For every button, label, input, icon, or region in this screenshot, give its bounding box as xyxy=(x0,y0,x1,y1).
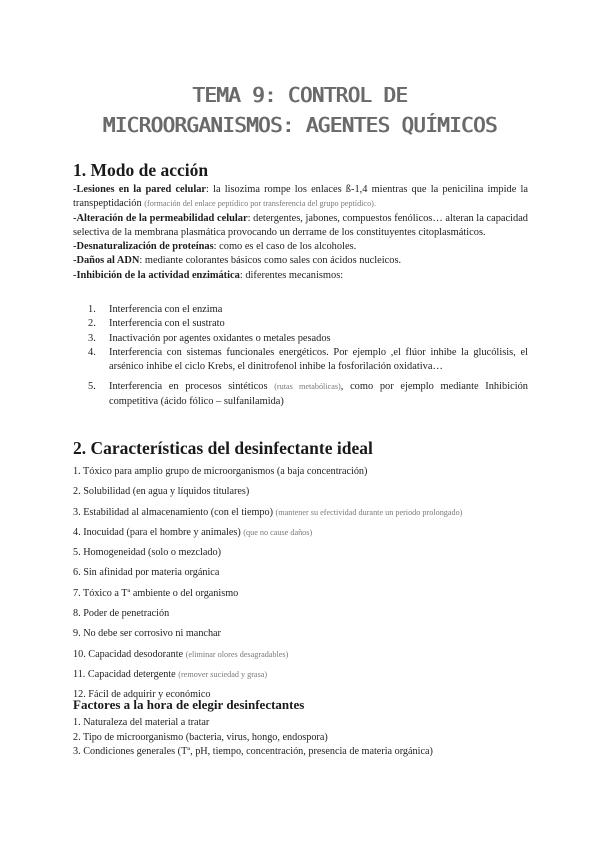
list-item xyxy=(73,607,528,620)
list-item xyxy=(88,317,528,331)
section-3-heading: Factores a la hora de elegir desinfectantes xyxy=(73,697,305,712)
list-item-note: (que no cause daños) xyxy=(243,527,313,537)
ideal-properties-list xyxy=(73,465,528,709)
list-item xyxy=(73,526,528,539)
section-1-body xyxy=(73,183,528,283)
list-item-number: 3. xyxy=(88,332,96,344)
list-item-text: 7. Tóxico a Tª ambiente o del organismo xyxy=(73,587,239,599)
list-item: 2. Tipo de microorganismo (bacteria, virus, hongo, endospora) xyxy=(73,731,328,743)
list-item-note: (rutas metabólicas) xyxy=(274,382,341,392)
list-item xyxy=(73,587,528,600)
list-item-text: 8. Poder de penetración xyxy=(73,608,170,620)
text-permeability: : detergentes, jabones, compuestos fenólicos… alteran la capacidad selectiva de la membrana plasmática provocando un derrame de los constituyentes citoplasmáticos. xyxy=(73,212,528,238)
section-1-heading: 1. Modo de acción xyxy=(73,160,209,180)
list-item xyxy=(88,332,528,346)
note-cell-wall: (formación del enlace peptídico por transferencia del grupo peptídico). xyxy=(144,199,376,209)
label-enzyme-inhibition: -Inhibición de la actividad enzimática xyxy=(73,269,240,281)
label-permeability: -Alteración de la permeabilidad celular xyxy=(73,212,248,224)
paragraph-protein-denaturation xyxy=(73,240,528,254)
list-item-number: 2. xyxy=(88,318,96,330)
list-item-note: (mantener su efectividad durante un periodo prolongado) xyxy=(275,507,463,517)
list-item xyxy=(73,546,528,559)
list-item xyxy=(88,380,528,409)
list-item: 3. Condiciones generales (Tª, pH, tiempo, concentración, presencia de materia orgánica) xyxy=(73,746,433,758)
title-line-2: MICROORGANISMOS: AGENTES QUÍMICOS xyxy=(102,113,498,137)
paragraph-enzyme-inhibition xyxy=(73,269,528,283)
list-item-text-continued: , como por ejemplo mediante Inhibición competitiva (ácido fólico – sulfanilamida) xyxy=(109,381,528,407)
label-cell-wall: -Lesiones en la pared celular xyxy=(73,184,207,195)
list-item-text: 12. Fácil de adquirir y económico xyxy=(73,689,211,701)
title-line-1: TEMA 9: CONTROL DE xyxy=(192,83,408,107)
label-protein-denaturation: -Desnaturalización de proteínas xyxy=(73,241,214,253)
list-item-number: 4. xyxy=(88,346,96,358)
list-item-number: 5. xyxy=(88,381,96,393)
section-2-heading: 2. Características del desinfectante ideal xyxy=(73,438,373,458)
paragraph-cell-wall xyxy=(73,183,528,212)
list-item xyxy=(73,566,528,579)
list-item: 1. Naturaleza del material a tratar xyxy=(73,717,210,728)
list-item xyxy=(73,627,528,640)
list-item xyxy=(88,303,528,317)
text-protein-denaturation: : como es el caso de los alcoholes. xyxy=(213,241,357,253)
list-item-text: 2. Solubilidad (en agua y líquidos titulares) xyxy=(73,486,250,498)
page-title xyxy=(60,80,540,140)
paragraph-dna-damage xyxy=(73,254,528,268)
list-item-text: 11. Capacidad detergente xyxy=(73,668,179,680)
label-dna-damage: -Daños al ADN xyxy=(73,255,140,267)
list-item-text: Interferencia en procesos sintéticos xyxy=(109,381,275,393)
list-item-number: 1. xyxy=(88,304,96,315)
text-dna-damage: : mediante colorantes básicos como sales con ácidos nucleicos. xyxy=(139,255,402,267)
list-item-text: Interferencia con el sustrato xyxy=(109,318,225,330)
list-item-text: Interferencia con sistemas funcionales energéticos. Por ejemplo ,el flúor inhibe la glucólisis, el arsénico inhibe el ciclo Krebs, el dinitrofenol inhibe la fosforilación oxidativa… xyxy=(109,346,528,373)
list-item-text: 3. Estabilidad al almacenamiento (con el tiempo) xyxy=(73,506,276,518)
mechanisms-list xyxy=(88,303,528,409)
list-item xyxy=(73,465,528,478)
factors-list xyxy=(73,716,528,760)
list-item-text: Inactivación por agentes oxidantes o metales pesados xyxy=(109,332,331,344)
list-item-text: 5. Homogeneidad (solo o mezclado) xyxy=(73,547,221,559)
text-enzyme-inhibition: : diferentes mecanismos: xyxy=(239,269,344,281)
list-item xyxy=(73,485,528,498)
list-item-text: 10. Capacidad desodorante xyxy=(73,648,186,660)
list-item-text: 6. Sin afinidad por materia orgánica xyxy=(73,567,220,579)
list-item-text: 1. Tóxico para amplio grupo de microorganismos (a baja concentración) xyxy=(73,466,368,477)
list-item-note: (eliminar olores desagradables) xyxy=(185,649,289,659)
list-item xyxy=(73,668,528,681)
text-cell-wall: : la lisozima rompe los enlaces ß-1,4 mientras que la penicilina impide la transpeptidación xyxy=(73,184,528,210)
list-item-text: 4. Inocuidad (para el hombre y animales) xyxy=(73,526,244,538)
list-item-text: Interferencia con el enzima xyxy=(109,304,223,315)
list-item xyxy=(73,506,528,519)
list-item xyxy=(88,346,528,375)
list-item xyxy=(73,648,528,661)
list-item-note: (remover suciedad y grasa) xyxy=(178,669,268,679)
paragraph-permeability xyxy=(73,212,528,241)
list-item-text: 9. No debe ser corrosivo ni manchar xyxy=(73,628,221,640)
